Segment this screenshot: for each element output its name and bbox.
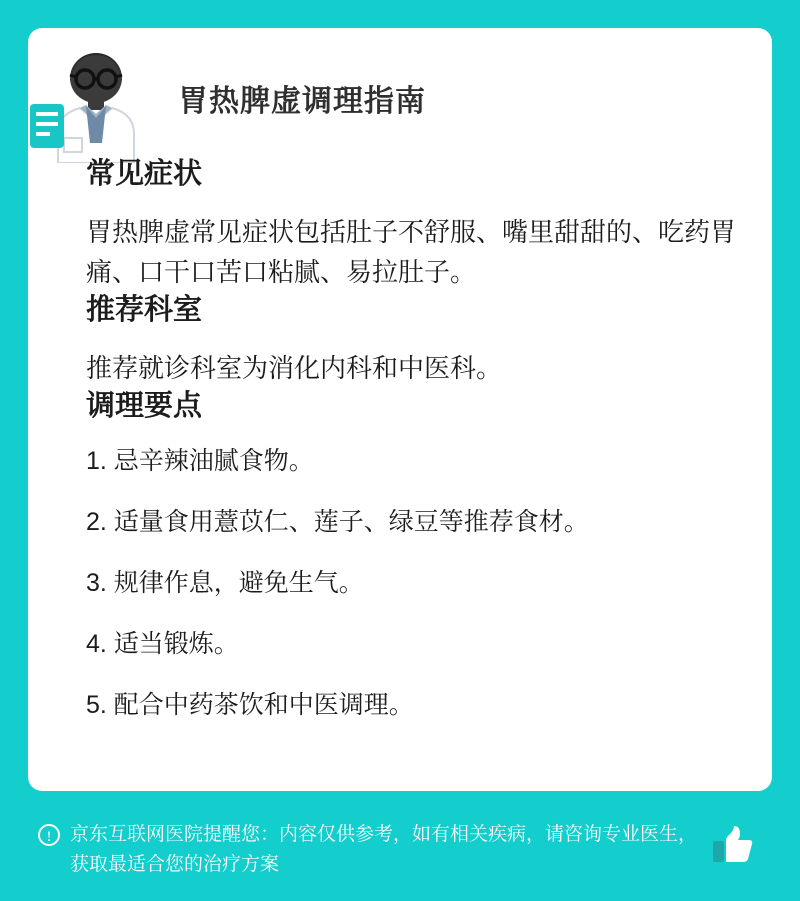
info-circle-icon: ! [38,824,60,846]
page-title: 胃热脾虚调理指南 [178,85,426,118]
section-heading-department: 推荐科室 [86,294,203,327]
document-body [86,156,746,723]
list-item: 2. 适量食用薏苡仁、莲子、绿豆等推荐食材。 [86,507,589,536]
doctor-avatar-icon [28,48,158,163]
list-item: 3. 规律作息，避免生气。 [86,568,364,597]
footer-disclaimer-bar [28,810,772,880]
list-item: 1. 忌辛辣油腻食物。 [86,446,314,475]
tips-list [86,444,746,723]
content-card [28,28,772,791]
section-heading-symptoms: 常见症状 [86,158,203,190]
disclaimer-text: 京东互联网医院提醒您：内容仅供参考，如有相关疾病，请咨询专业医生，获取最适合您的治疗方案 [70,824,698,876]
section-text-department: 推荐就诊科室为消化内科和中医科。 [86,352,503,383]
list-item: 4. 适当锻炼。 [86,629,239,658]
thumbs-up-icon[interactable] [710,822,754,866]
section-text-symptoms: 胃热脾虚常见症状包括肚子不舒服、嘴里甜甜的、吃药胃痛、口干口苦口粘腻、易拉肚子。 [86,216,737,287]
list-item: 5. 配合中药茶饮和中医调理。 [86,690,414,719]
section-heading-tips: 调理要点 [86,390,203,423]
